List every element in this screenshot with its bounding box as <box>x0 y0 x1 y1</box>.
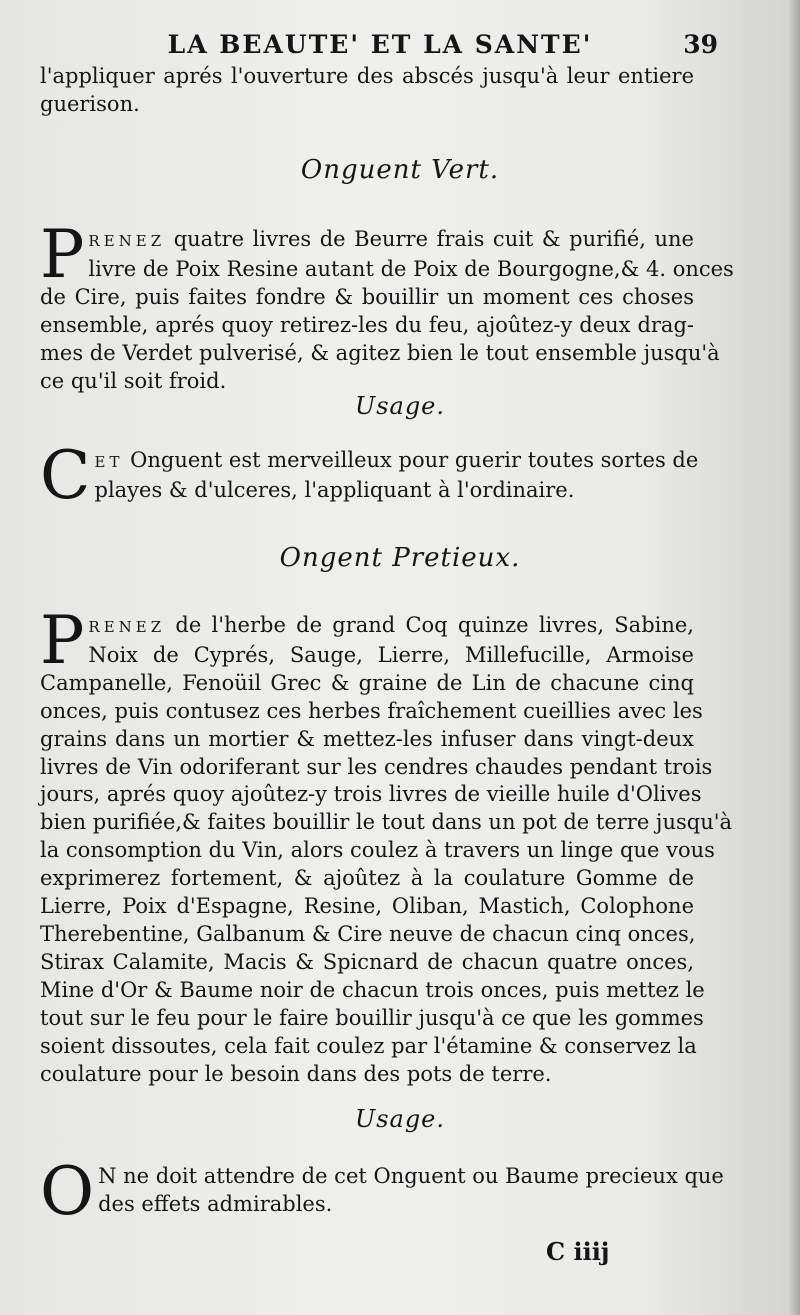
text-line: Therebentine, Galbanum & Cire neuve de chacun cinq onces, <box>40 921 696 946</box>
text-line: exprimerez fortement, & ajoûtez à la coulature Gomme de <box>40 866 694 891</box>
running-head: LA BEAUTE' ET LA SANTE' <box>167 30 593 59</box>
drop-cap: C <box>40 437 91 514</box>
small-caps-word: ET <box>94 453 124 471</box>
section-heading-usage: Usage. <box>354 392 446 420</box>
paragraph-onguent-vert <box>40 216 734 395</box>
text-line: guerison. <box>40 92 140 116</box>
small-caps-word: RENEZ <box>88 618 166 636</box>
text-line: ensemble, aprés quoy retirez-les du feu, ajoûtez-y deux drag- <box>40 312 694 337</box>
text-line: ce qu'il soit froid. <box>40 368 227 393</box>
text-line: Onguent est merveilleux pour guerir toutes sortes de <box>130 448 699 472</box>
text-line: tout sur le feu pour le faire bouillir jusqu'à ce que les gommes <box>40 1005 704 1030</box>
paragraph-ongent-pretieux <box>40 602 733 1088</box>
section-heading-usage-2: Usage. <box>354 1105 446 1133</box>
text-line: onces, puis contusez ces herbes fraîchement cueillies avec les <box>40 698 703 723</box>
drop-cap: O <box>40 1153 95 1230</box>
drop-cap: P <box>40 602 85 679</box>
text-line: jours, aprés quoy ajoûtez-y trois livres de vieille huile d'Olives <box>40 782 702 807</box>
text-line: playes & d'ulceres, l'appliquant à l'ordinaire. <box>94 477 575 502</box>
text-line: de Cire, puis faites fondre & bouillir un moment ces choses <box>40 284 694 309</box>
text-line: des effets admirables. <box>98 1191 333 1216</box>
text-line: coulature pour le besoin dans des pots de terre. <box>40 1061 552 1086</box>
small-caps-word: RENEZ <box>88 232 166 250</box>
text-line: grains dans un mortier & mettez-les infuser dans vingt-deux <box>40 726 694 751</box>
paragraph-usage-2 <box>40 1153 724 1230</box>
text-line: livres de Vin odoriferant sur les cendres chaudes pendant trois <box>40 754 713 779</box>
intro-text <box>40 62 694 118</box>
signature-mark: C iiij <box>546 1237 610 1266</box>
text-line: de l'herbe de grand Coq quinze livres, Sabine, <box>175 613 694 637</box>
text-line: la consomption du Vin, alors coulez à travers un linge que vous <box>40 838 715 863</box>
page-number: 39 <box>683 30 718 59</box>
paragraph-usage-1 <box>40 437 699 514</box>
text-line: Lierre, Poix d'Espagne, Resine, Oliban, Mastich, Colophone <box>40 894 694 919</box>
text-line: Mine d'Or & Baume noir de chacun trois onces, puis mettez le <box>40 977 705 1002</box>
text-line: Noix de Cyprés, Sauge, Lierre, Millefucille, Armoise <box>88 642 694 667</box>
text-line: soient dissoutes, cela fait coulez par l'étamine & conservez la <box>40 1033 697 1058</box>
page-edge-shadow <box>788 0 800 1315</box>
text-line: livre de Poix Resine autant de Poix de Bourgogne,& 4. onces <box>88 256 734 281</box>
text-line: mes de Verdet pulverisé, & agitez bien le tout ensemble jusqu'à <box>40 340 720 365</box>
text-line: Stirax Calamite, Macis & Spicnard de chacun quatre onces, <box>40 949 694 974</box>
text-line: N ne doit attendre de cet Onguent ou Baume precieux que <box>98 1164 724 1188</box>
text-line: Campanelle, Fenoüil Grec & graine de Lin de chacune cinq <box>40 670 694 695</box>
section-heading-onguent-vert: Onguent Vert. <box>300 155 500 185</box>
drop-cap: P <box>40 216 85 293</box>
text-line: l'appliquer aprés l'ouverture des abscés jusqu'à leur entiere <box>40 64 694 88</box>
text-line: bien purifiée,& faites bouillir le tout dans un pot de terre jusqu'à <box>40 810 733 835</box>
text-line: quatre livres de Beurre frais cuit & purifié, une <box>173 227 694 251</box>
section-heading-ongent-pretieux: Ongent Pretieux. <box>279 543 521 573</box>
